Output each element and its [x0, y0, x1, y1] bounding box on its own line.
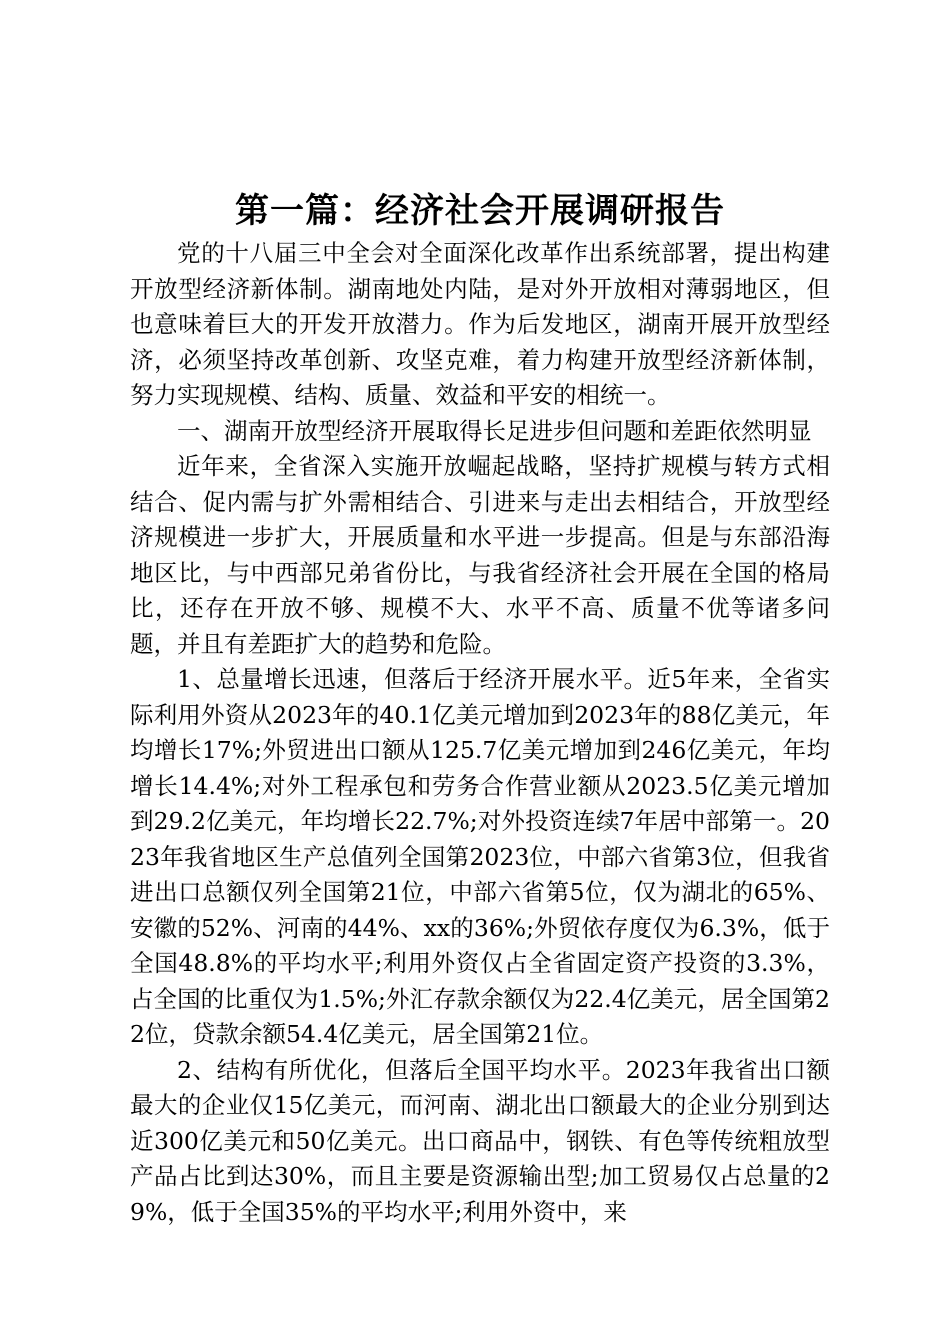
document-title: 第一篇：经济社会开展调研报告 — [235, 191, 725, 231]
document-page — [130, 186, 830, 1230]
paragraph-overview: 近年来，全省深入实施开放崛起战略，坚持扩规模与转方式相结合、促内需与扩外需相结合、引进来与走出去相结合，开放型经济规模进一步扩大，开展质量和水平进一步提高。但是与东部沿海地区比，与中西部兄弟省份比，与我省经济社会开展在全国的格局比，还存在开放不够、规模不大、水平不高、质量不优等诸多问题，并且有差距扩大的趋势和危险。 — [130, 452, 830, 658]
paragraph-intro: 党的十八届三中全会对全面深化改革作出系统部署，提出构建开放型经济新体制。湖南地处内陆，是对外开放相对薄弱地区，但也意味着巨大的开发开放潜力。作为后发地区，湖南开展开放型经济，必须坚持改革创新、攻坚克难，着力构建开放型经济新体制，努力实现规模、结构、质量、效益和平安的相统一。 — [130, 239, 830, 409]
section-heading-1: 一、湖南开放型经济开展取得长足进步但问题和差距依然明显 — [177, 416, 812, 445]
paragraph-point-2: 2、结构有所优化，但落后全国平均水平。2023年我省出口额最大的企业仅15亿美元，而河南、湖北出口额最大的企业分别到达近300亿美元和50亿美元。出口商品中，钢铁、有色等传统粗放型产品占比到达30%，而且主要是资源输出型;加工贸易仅占总量的29%，低于全国35%的平均水平;利用外资中，来 — [130, 1055, 830, 1226]
paragraph-point-1: 1、总量增长迅速，但落后于经济开展水平。近5年来，全省实际利用外资从2023年的40.1亿美元增加到2023年的88亿美元，年均增长17%;外贸进出口额从125.7亿美元增加到246亿美元，年均增长14.4%;对外工程承包和劳务合作营业额从2023.5亿美元增加到29.2亿美元，年均增长22.7%;对外投资连续7年居中部第一。2023年我省地区生产总值列全国第2023位，中部六省第3位，但我省进出口总额仅列全国第21位，中部六省第5位，仅为湖北的65%、安徽的52%、河南的44%、xx的36%;外贸依存度仅为6.3%，低于全国48.8%的平均水平;利用外资仅占全省固定资产投资的3.3%，占全国的比重仅为1.5%;外汇存款余额仅为22.4亿美元，居全国第22位，贷款余额54.4亿美元，居全国第21位。 — [130, 665, 830, 1048]
